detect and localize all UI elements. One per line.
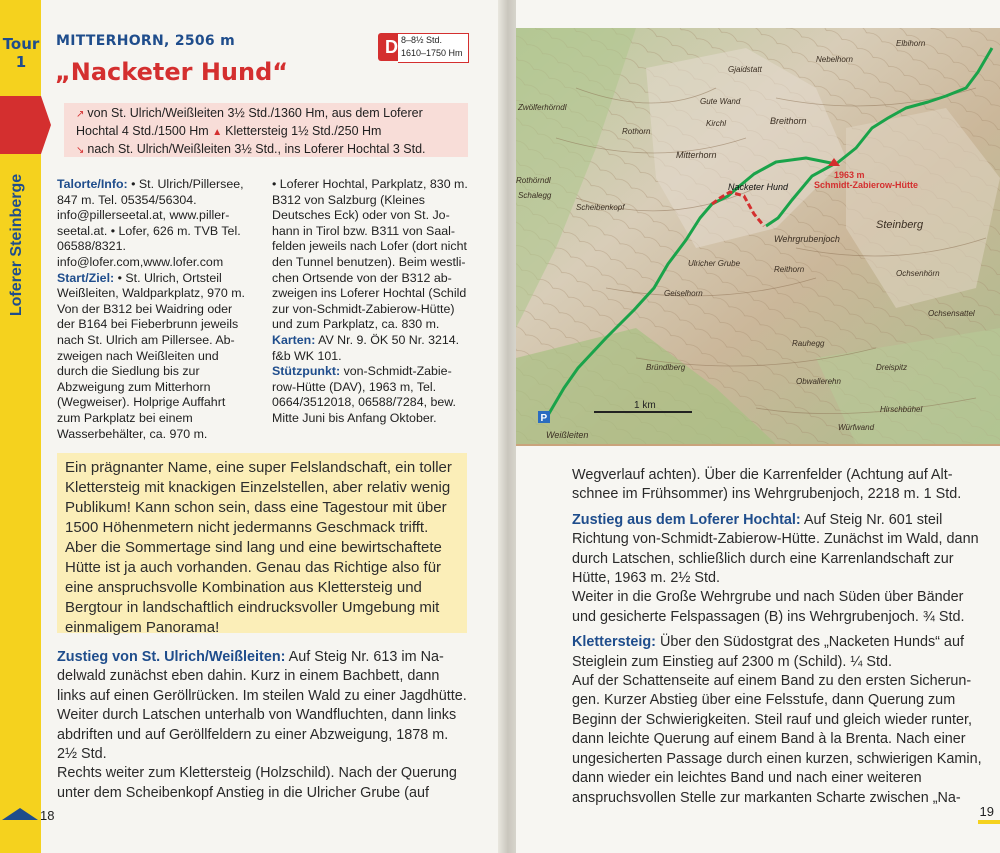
route-text: Klettersteig 1½ Std./250 Hm <box>225 124 382 138</box>
info-key: Stützpunkt: <box>272 364 341 379</box>
map-label: Ulricher Grube <box>688 259 741 268</box>
paragraph <box>572 511 982 589</box>
section-heading: Zustieg aus dem Loferer Hochtal: <box>572 511 801 528</box>
map-label: Rothörndl <box>516 176 551 185</box>
map-label: Rauhegg <box>792 339 825 348</box>
info-block <box>272 177 468 333</box>
map-label: Nacketer Hund <box>728 182 789 192</box>
paragraph <box>57 648 469 764</box>
info-block <box>272 333 468 364</box>
ascent-arrow-icon: ↗ <box>76 109 85 120</box>
map-scale: 1 km <box>634 400 656 411</box>
parking-label: P <box>540 413 548 424</box>
paragraph-text: Auf Steig Nr. 601 steil Richtung von-Schmidt-Zabierow-Hütte. Zunächst im Wald, dann durch Latschen, schließlich durch eine Karrenlandschaft zur Hütte, 1963 m. 2½ Std. <box>572 511 979 587</box>
map-label: Zwölferhörndl <box>518 103 567 112</box>
page-number-bar <box>0 820 40 824</box>
route-map <box>516 28 1000 446</box>
descent-arrow-icon: ↘ <box>76 145 85 156</box>
region-label: Loferer Steinberge <box>8 173 25 317</box>
section-heading: Klettersteig: <box>572 634 656 651</box>
route-text: nach St. Ulrich/Weißleiten 3½ Std., ins Loferer Hochtal 3 Std. <box>87 142 426 156</box>
info-text: • St. Ulrich/Pillersee, 847 m. Tel. 05354/56304. info@pillerseetal.at, www.pillerseetal.at. • Lofer, 626 m. TVB Tel. 06588/8321. info@lofer.com,www.lofer.com <box>57 177 244 269</box>
tour-number: 1 <box>15 53 27 71</box>
paragraph-text: Auf Steig Nr. 613 im Nadelwald zunächst eben dahin. Kurz in einem Bachbett, dann links auf einen Geröllrücken. Im steilen Wald zu einer Jagdhütte. Weiter durch Latschen unterhalb von Wandfluchten, dann links abdriften und auf Geröllfeldern zu einer Abzweigung, 1878 m. 2½ Std. <box>57 649 467 763</box>
right-body-text <box>572 466 982 808</box>
section-heading: Zustieg von St. Ulrich/Weißleiten: <box>57 649 286 665</box>
paragraph: Wegverlauf achten). Über die Karrenfelder (Achtung auf Altschnee im Frühsommer) ins Wehrgrubenjoch, 2218 m. 1 Std. <box>572 467 962 503</box>
page-number-bar <box>978 820 1000 824</box>
map-svg <box>516 28 1000 444</box>
map-label: Breithorn <box>770 116 807 126</box>
difficulty-badge: D <box>378 33 405 61</box>
tour-word: Tour <box>2 35 40 53</box>
info-column-2 <box>272 177 468 427</box>
map-label: Hirschbühel <box>880 405 923 414</box>
map-label: Wehrgrubenjoch <box>774 234 840 244</box>
route-text: von St. Ulrich/Weißleiten 3½ Std./1360 Hm, aus dem Loferer <box>87 106 423 120</box>
summit-name: MITTERHORN, 2506 m <box>56 33 236 49</box>
paragraph: Weiter in die Große Wehrgrube und nach Süden über Bänder und gesicherte Felspassagen (B) ins Wehrgrubenjoch. ¾ Std. <box>572 589 965 625</box>
intro-box: Ein prägnanter Name, eine super Felslandschaft, ein toller Klettersteig mit knackigen Einzelstellen, aber relativ wenig Publikum! Kann schon sein, dass eine Tagestour mit über 1500 Höhenmetern nicht jedermanns Geschmack trifft. Aber die Sommertage sind lang und eine bewirtschaftete Hütte ist ja auch vorhanden. Genau das Richtige also für eine anspruchsvolle Kombination aus Klettersteig und Bergtour in landschaftlich eindrucksvoller Umgebung mit einmaligem Panorama! <box>57 453 467 633</box>
page-number: 18 <box>40 808 55 823</box>
info-text: • Loferer Hochtal, Parkplatz, 830 m. B312 von Salzburg (Kleines Deutsches Eck) oder von St. Johann in Tirol bzw. B311 von Saalfelden jeweils nach Lofer (dort nicht den Tunnel benutzen). Beim westlichen Ortsende von der B312 abzweigen ins Loferer Hochtal (Schild zur von-Schmidt-Zabierow-Hütte) und zum Parkplatz, ca. 830 m. <box>272 177 468 332</box>
paragraph <box>572 633 982 672</box>
routes-box <box>64 103 468 157</box>
page-number-right: 19 <box>979 804 994 819</box>
info-text: • St. Ulrich, Ortsteil Weißleiten, Waldparkplatz, 970 m. Von der B312 bei Waidring oder der B164 bei Fieberbrunn jeweils nach St. Ulrich am Pillersee. Abzweigen nach Weißleiten und durch die Siedlung bis zur Abzweigung zum Mitterhorn (Wegweiser). Holprige Auffahrt zum Parkplatz bei einem Wasserbehälter, ca. 970 m. <box>57 270 246 441</box>
info-block <box>272 364 468 426</box>
hut-altitude: 1963 m <box>834 170 865 180</box>
info-key: Talorte/Info: <box>57 177 128 191</box>
route-text: Hochtal 4 Std./1500 Hm <box>76 124 209 138</box>
hut-label: Schmidt-Zabierow-Hütte <box>814 180 919 190</box>
meta-elevation: 1610–1750 Hm <box>401 48 463 58</box>
map-label: Obwallerehn <box>796 377 841 386</box>
paragraph: Auf der Schattenseite auf einem Band zu den ersten Sicherungen. Kurzer Abstieg über eine Felsstufe, dann Querung zum Beginn der Schwierigkeiten. Steil rauf und gleich wieder runter, dann leichte Querung auf einem Band à la Brenta. Nach einer ungesicherten Passage durch einen kurzen, schwierigen Kamin, dann wieder ein leichtes Band und nach einer weiteren anspruchsvollen Stelle zur markanten Scharte zwischen „Na- <box>572 673 982 806</box>
paragraph-text: Über den Südostgrat des „Nacketen Hunds“ auf Steiglein zum Einstieg auf 2300 m (Schild). ¼ Std. <box>572 634 964 670</box>
climb-triangle-icon: ▲ <box>212 127 223 138</box>
route-line <box>76 141 468 159</box>
info-block <box>57 177 245 271</box>
info-block <box>57 271 245 443</box>
band-marker <box>0 96 41 154</box>
map-label: Geiselhorn <box>664 289 703 298</box>
info-key: Karten: <box>272 332 316 347</box>
tour-meta <box>398 33 469 63</box>
mountain-icon <box>2 808 38 820</box>
paragraph: Rechts weiter zum Klettersteig (Holzschild). Nach der Querung unter dem Scheibenkopf Anstieg in die Ulricher Grube (auf <box>57 765 457 801</box>
tour-label <box>2 35 40 71</box>
map-label: Würfwand <box>838 423 875 432</box>
map-label: Rothorn <box>622 127 651 136</box>
info-column-1 <box>57 177 245 442</box>
route-line <box>76 123 468 141</box>
map-label: Steinberg <box>876 219 924 231</box>
map-label: Weißleiten <box>546 430 589 440</box>
meta-time: 8–8½ Std. <box>401 35 443 45</box>
info-text: AV Nr. 9. ÖK 50 Nr. 3214. f&b WK 101. <box>272 332 460 363</box>
route-line <box>76 105 468 123</box>
map-label: Elbihorn <box>896 39 926 48</box>
map-label: Gjaidstatt <box>728 65 762 74</box>
tour-title: „Nacketer Hund“ <box>55 58 289 86</box>
map-label: Kirchl <box>706 119 727 128</box>
map-label: Scheibenkopf <box>576 203 625 212</box>
info-key: Start/Ziel: <box>57 270 115 285</box>
map-label: Dreispitz <box>876 363 908 372</box>
map-label: Reithorn <box>774 265 805 274</box>
left-body-text <box>57 648 469 803</box>
map-label: Schalegg <box>518 191 552 200</box>
map-label: Bründlberg <box>646 363 686 372</box>
map-label: Mitterhorn <box>676 150 717 160</box>
map-label: Gute Wand <box>700 97 741 106</box>
map-label: Nebelhorn <box>816 55 853 64</box>
map-label: Ochsenhörn <box>896 269 940 278</box>
map-label: Ochsensattel <box>928 309 975 318</box>
info-text: von-Schmidt-Zabierow-Hütte (DAV), 1963 m, Tel. 0664/3512018, 06588/7284, bew. Mitte Juni bis Anfang Oktober. <box>272 364 456 425</box>
page-number-left <box>0 806 57 826</box>
